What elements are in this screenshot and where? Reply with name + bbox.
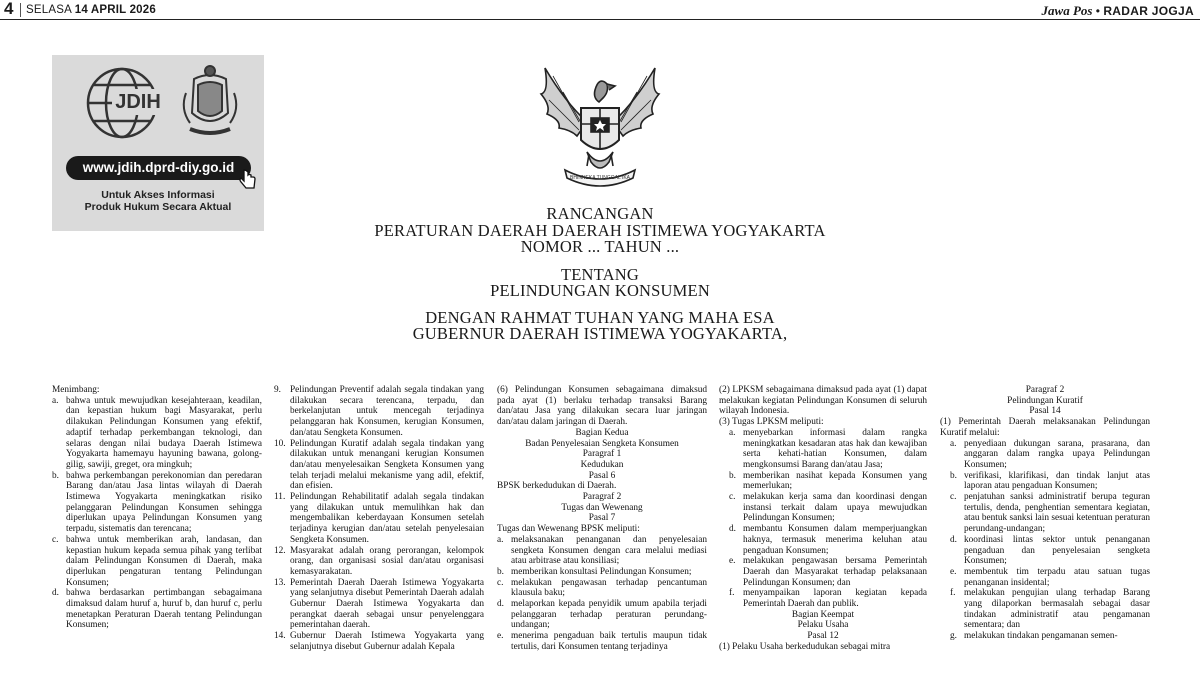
pasal-heading: Pasal 14 bbox=[1029, 406, 1061, 417]
paragraf-title: Kedudukan bbox=[580, 459, 624, 470]
list-item-label: a. bbox=[497, 534, 504, 545]
list-item-label: 14. bbox=[274, 631, 286, 642]
menimbang-heading: Menimbang: bbox=[52, 385, 100, 395]
list-item-text: bahwa untuk mewujudkan kesejahteraan, keadilan, dan kepastian hukum bagi Masyarakat, perlu dilakukan Pelindungan Konsumen yang efektif, adaptif terhadap perkembangan teknologi, dan selaras dengan nilai budaya Daerah Istimewa Yogyakarta hamemayu hayuning bawana, golong-gilig, sawiji, greget, ora mingkuh; bbox=[66, 395, 262, 470]
paragraf-heading: Paragraf 2 bbox=[1025, 385, 1065, 395]
list-item-label: 10. bbox=[274, 438, 286, 449]
pasal-heading: Pasal 6 bbox=[588, 470, 616, 481]
list-item-text: penyediaan dukungan sarana, prasarana, dan anggaran dalam rangka upaya Pelindungan Konsumen; bbox=[964, 438, 1150, 470]
title-rancangan: RANCANGAN bbox=[546, 204, 654, 223]
list-item bbox=[719, 428, 927, 471]
list-item-label: a. bbox=[950, 438, 957, 449]
garuda-pancasila-emblem bbox=[535, 62, 665, 192]
list-item bbox=[940, 471, 1150, 492]
list-item bbox=[274, 385, 484, 439]
list-item bbox=[274, 631, 484, 652]
list-item-label: 11. bbox=[274, 492, 286, 503]
pasal-intro: Tugas dan Wewenang BPSK meliputi: bbox=[497, 524, 640, 535]
list-item-label: c. bbox=[950, 492, 957, 503]
list-item-label: c. bbox=[52, 534, 59, 545]
title-nomor: NOMOR ... TAHUN ... bbox=[520, 237, 680, 256]
list-item bbox=[940, 439, 1150, 471]
list-item-label: d. bbox=[950, 534, 957, 545]
list-item bbox=[497, 631, 707, 652]
list-item-label: 12. bbox=[274, 545, 286, 556]
ayat-text: (2) LPKSM sebagaimana dimaksud pada ayat (1) dapat melakukan kegiatan Pelindungan Konsumen di seluruh wilayah Indonesia. bbox=[719, 385, 927, 417]
list-item bbox=[274, 439, 484, 493]
list-item-label: f. bbox=[729, 588, 735, 599]
page-header bbox=[0, 0, 1200, 20]
list-item bbox=[274, 492, 484, 546]
list-item-text: melakukan pengawasan bersama Pemerintah Daerah dan Masyarakat terhadap pelaksanaan Pelindungan Konsumen; dan bbox=[743, 556, 927, 588]
list-item-label: b. bbox=[497, 566, 504, 577]
list-item-text: membantu Konsumen dalam memperjuangkan haknya, termasuk menerima keluhan atau pengaduan Konsumen; bbox=[743, 524, 927, 556]
list-item-text: melaporkan kepada penyidik umum apabila terjadi pelanggaran terhadap peraturan perundang-undangan; bbox=[511, 599, 707, 631]
title-peraturan: PERATURAN DAERAH DAERAH ISTIMEWA YOGYAKARTA bbox=[374, 220, 826, 240]
list-item-text: membentuk tim terpadu atau satuan tugas penanganan insidental; bbox=[964, 566, 1150, 588]
list-item-text: memberikan nasihat kepada Konsumen yang memerlukan; bbox=[743, 470, 927, 492]
list-item-text: koordinasi lintas sektor untuk penanganan pengaduan dan penyelesaian sengketa Konsumen; bbox=[964, 534, 1150, 567]
list-item bbox=[940, 535, 1150, 567]
bagian-heading: Bagian Kedua bbox=[575, 427, 629, 438]
brand-name: Jawa Pos bbox=[1041, 3, 1093, 18]
list-item-label: c. bbox=[729, 492, 736, 503]
text-column-1 bbox=[52, 385, 262, 631]
text-column-2 bbox=[274, 385, 484, 653]
list-item-label: e. bbox=[497, 631, 504, 642]
list-item bbox=[719, 524, 927, 556]
list-item bbox=[497, 578, 707, 599]
emblem-motto: BHINNEKA TUNGGAL IKA bbox=[569, 175, 631, 181]
list-item-text: menerima pengaduan baik tertulis maupun tidak tertulis, dari Konsumen tentang terjadinya bbox=[511, 631, 707, 652]
paragraf-heading: Paragraf 1 bbox=[582, 449, 622, 460]
list-item-label: a. bbox=[729, 427, 736, 438]
pasal-heading: Pasal 12 bbox=[807, 631, 839, 642]
list-item-text: Gubernur Daerah Istimewa Yogyakarta yang selanjutnya disebut Gubernur adalah Kepala bbox=[290, 631, 484, 652]
list-item bbox=[940, 588, 1150, 631]
list-item bbox=[719, 556, 927, 588]
text-column-5 bbox=[940, 385, 1150, 642]
list-item-text: Pelindungan Rehabilitatif adalah segala tindakan yang dilakukan untuk memulihkan hak dan mengembalikan keberdayaan Konsumen setelah terjadinya kerugian dan/atau setelah penyelesaian Sengketa Konsumen. bbox=[290, 492, 484, 545]
list-item bbox=[719, 471, 927, 492]
list-item-label: f. bbox=[950, 588, 956, 599]
promo-tagline-1: Untuk Akses Informasi bbox=[101, 189, 215, 201]
page-number: 4 bbox=[4, 0, 14, 18]
list-item-label: d. bbox=[729, 524, 736, 535]
list-item-label: e. bbox=[729, 556, 736, 567]
list-item bbox=[52, 396, 262, 471]
title-rahmat: DENGAN RAHMAT TUHAN YANG MAHA ESA bbox=[425, 307, 775, 327]
list-item bbox=[497, 567, 707, 578]
bagian-title: Badan Penyelesaian Sengketa Konsumen bbox=[525, 438, 679, 449]
list-item-text: melaksanakan penanganan dan penyelesaian sengketa Konsumen dengan cara melalui mediasi atau arbitrase atau konsiliasi; bbox=[511, 534, 707, 567]
list-item-text: bahwa perkembangan perekonomian dan peredaran Barang dan/atau Jasa lintas wilayah di Daerah Istimewa Yogyakarta meningkatkan risiko pelanggaran Pelindungan Konsumen sehingga diperlukan upaya Pelindungan Konsumen yang terpadu, sistematis dan terencana; bbox=[66, 470, 262, 535]
pasal-text: BPSK berkedudukan di Daerah. bbox=[497, 481, 617, 492]
list-item-text: melakukan pengawasan terhadap pencantuman klausula baku; bbox=[511, 577, 707, 599]
jdih-wordmark: JDIH bbox=[115, 91, 161, 113]
paragraf-title: Tugas dan Wewenang bbox=[561, 502, 643, 513]
list-item bbox=[274, 546, 484, 578]
promo-tagline-2: Produk Hukum Secara Aktual bbox=[84, 201, 232, 213]
list-item-label: 9. bbox=[274, 385, 281, 395]
jdih-url[interactable]: www.jdih.dprd-diy.go.id bbox=[66, 156, 251, 180]
bagian-title: Pelaku Usaha bbox=[797, 620, 849, 631]
list-item-text: bahwa untuk memberikan arah, landasan, dan kepastian hukum kepada semua pihak yang terlibat dalam Pelindungan Konsumen di Daerah, maka diperlukan pengaturan tentang Pelindungan Konsumen; bbox=[66, 534, 262, 588]
text-column-3 bbox=[497, 385, 707, 653]
list-item bbox=[940, 631, 1150, 642]
list-item bbox=[940, 567, 1150, 588]
list-item bbox=[52, 535, 262, 589]
list-item-text: melakukan tindakan pengamanan semen- bbox=[964, 631, 1118, 642]
jdih-promo-box bbox=[52, 55, 264, 231]
list-item bbox=[940, 492, 1150, 535]
pasal-intro: (1) Pemerintah Daerah melaksanakan Pelindungan Kuratif melalui: bbox=[940, 417, 1150, 438]
list-item-label: d. bbox=[497, 599, 504, 610]
paragraf-heading: Paragraf 2 bbox=[582, 492, 622, 503]
list-item bbox=[52, 471, 262, 535]
list-item-text: Masyarakat adalah orang perorangan, kelompok orang, dan organisasi sosial dan/atau organisasi kemasyarakatan. bbox=[290, 545, 484, 577]
list-item-label: b. bbox=[52, 470, 59, 481]
list-item-label: d. bbox=[52, 588, 59, 599]
pasal-text: (1) Pelaku Usaha berkedudukan sebagai mitra bbox=[719, 641, 891, 652]
list-item bbox=[719, 492, 927, 524]
document-title-block bbox=[300, 206, 900, 343]
ayat-text: (6) Pelindungan Konsumen sebagaimana dimaksud pada ayat (1) berlaku terhadap transaksi Barang dan/atau Jasa yang dilakukan secara luar jaringan dan/atau dalam jaringan di Daerah. bbox=[497, 385, 707, 428]
issue-date bbox=[26, 4, 156, 16]
list-item bbox=[497, 599, 707, 631]
list-item-text: penjatuhan sanksi administratif berupa teguran tertulis, denda, penghentian sementara kegiatan, atau bentuk sanksi lain sesuai ketentuan peraturan perundang-undangan; bbox=[964, 492, 1150, 535]
list-item-label: c. bbox=[497, 577, 504, 588]
list-item bbox=[497, 535, 707, 567]
title-tentang: TENTANG bbox=[561, 264, 639, 284]
list-item-text: Pelindungan Preventif adalah segala tindakan yang dilakukan secara terencana, terpadu, dan berkelanjutan untuk mencegah terjadinya pelanggaran hak Konsumen, kerugian Konsumen, dan/atau Sengketa Konsumen. bbox=[290, 385, 484, 438]
list-item bbox=[52, 588, 262, 631]
title-gubernur: GUBERNUR DAERAH ISTIMEWA YOGYAKARTA, bbox=[412, 324, 788, 343]
issue-date-value: 14 APRIL 2026 bbox=[74, 4, 156, 16]
pointer-cursor-icon bbox=[238, 168, 258, 190]
list-item-label: b. bbox=[950, 470, 957, 481]
issue-day: SELASA bbox=[26, 4, 72, 16]
list-item-label: b. bbox=[729, 470, 736, 481]
list-item bbox=[274, 578, 484, 632]
diy-emblem bbox=[184, 66, 237, 133]
ayat-tugas: (3) Tugas LPKSM meliputi: bbox=[719, 417, 824, 428]
title-subject: PELINDUNGAN KONSUMEN bbox=[490, 281, 710, 300]
paragraf-title: Pelindungan Kuratif bbox=[1007, 395, 1083, 406]
header-divider bbox=[20, 3, 21, 17]
list-item-label: 13. bbox=[274, 577, 286, 588]
list-item-label: g. bbox=[950, 631, 957, 642]
bagian-heading: Bagian Keempat bbox=[791, 609, 855, 620]
list-item-label: e. bbox=[950, 566, 957, 577]
list-item bbox=[719, 588, 927, 609]
list-item-text: menyampaikan laporan kegiatan kepada Pemerintah Daerah dan publik. bbox=[743, 588, 927, 610]
pasal-heading: Pasal 7 bbox=[588, 513, 616, 524]
list-item-text: bahwa berdasarkan pertimbangan sebagaimana dimaksud dalam huruf a, huruf b, dan huruf c, perlu menetapkan Peraturan Daerah tentang Pelindungan Konsumen; bbox=[66, 588, 262, 631]
list-item-text: melakukan kerja sama dan koordinasi dengan instansi terkait dalam upaya mewujudkan Pelindungan Konsumen; bbox=[743, 492, 927, 524]
list-item-label: a. bbox=[52, 395, 59, 406]
jdih-logos bbox=[82, 63, 242, 145]
text-column-4 bbox=[719, 385, 927, 653]
promo-tagline bbox=[52, 189, 264, 213]
list-item-text: verifikasi, klarifikasi, dan tindak lanjut atas laporan atau pengaduan Konsumen; bbox=[964, 470, 1150, 492]
section-name: RADAR JOGJA bbox=[1103, 4, 1194, 18]
list-item-text: memberikan konsultasi Pelindungan Konsumen; bbox=[511, 566, 692, 577]
list-item-text: Pemerintah Daerah Daerah Istimewa Yogyakarta yang selanjutnya disebut Pemerintah Daerah adalah Gubernur Daerah Istimewa Yogyakarta dan perangkat daerah sebagai unsur penyelenggara pemerintahan daerah. bbox=[290, 577, 484, 631]
masthead bbox=[1042, 3, 1194, 19]
list-item-text: menyebarkan informasi dalam rangka meningkatkan kesadaran atas hak dan kewajiban serta kehati-hatian Konsumen, dalam mengkonsumsi Barang dan/atau Jasa; bbox=[743, 427, 927, 470]
list-item-text: melakukan pengujian ulang terhadap Barang yang dilaporkan bermasalah sebagai dasar tindakan administratif atau pengamanan sementara; dan bbox=[964, 588, 1150, 631]
list-item-text: Pelindungan Kuratif adalah segala tindakan yang dilakukan untuk menangani kerugian Konsumen dan/atau menyelesaikan Sengketa Konsumen yang telah terjadi melalui mekanisme yang adil, efektif, dan efisien. bbox=[290, 438, 484, 492]
masthead-bullet: • bbox=[1095, 4, 1100, 18]
